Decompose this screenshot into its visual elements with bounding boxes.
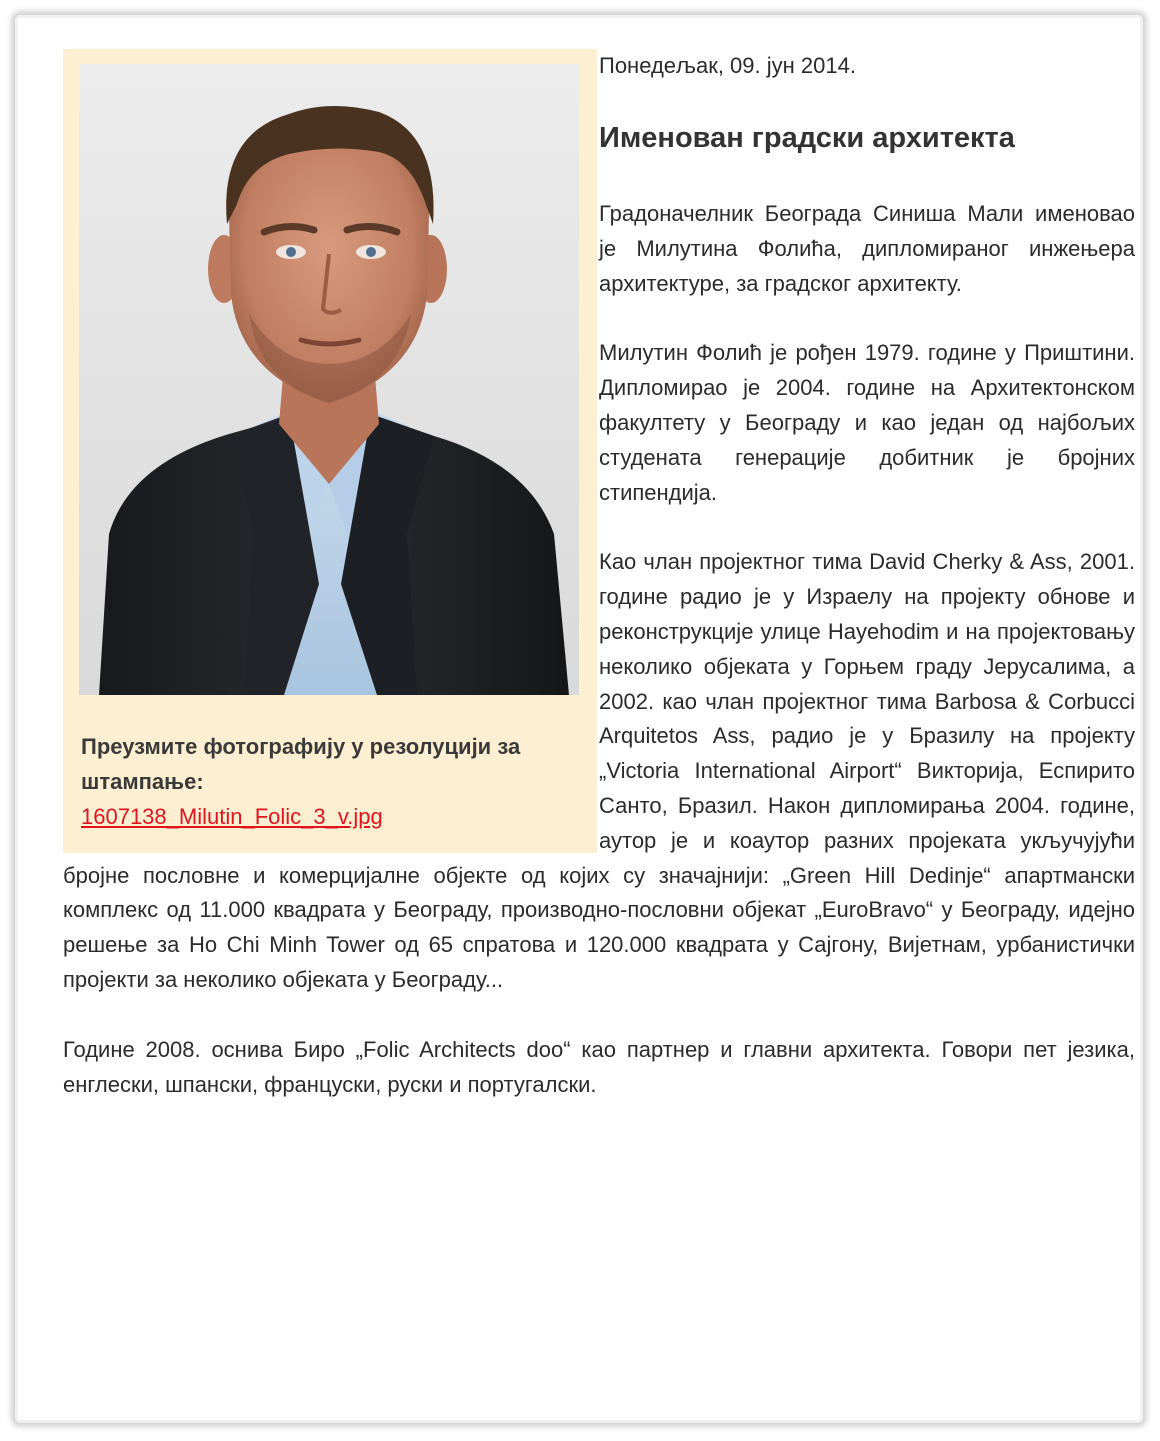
article-title: Именован градски архитекта bbox=[599, 122, 1015, 154]
article-paragraph: Градоначелник Београда Синиша Мали именовао је Милутина Фолића, дипломираног инжењера архитектуре, за градског архитекту. bbox=[599, 201, 1135, 296]
article-paragraph: Године 2008. оснива Биро „Folic Architects doo“ као партнер и главни архитекта. Говори пет језика, енглески, шпански, француски, руски и португалски. bbox=[63, 1036, 1135, 1097]
article-paragraph: Као члан пројектног тима David Cherky & Ass, 2001. године радио је у Израелу на пројекту обнове и реконструкције улице Hayehodim и на пројектовању неколико објеката у Горњем граду Јерусалима, а 2002. као члан пројектног тима Barbosa & Corbucci Arquitetos Ass, радио је у Бразилу на пројекту „Victoria International Airport“ Викторија, Еспирито Санто, Бразил. Након дипломирања 2004. године, аутор је и коаутор разних пројеката укључујући бројне пословне и комерцијалне објекте од којих су значајнији: „Green Hill Dedinje“ апартмански комплекс од 11.000 квадрата у Београду, производно-пословни објекат „EuroBravo“ у Београду, идејно решење за Ho Chi Minh Tower од 65 спратова и 120.000 квадрата у Сајгону, Вијетнам, урбанистички пројекти за неколико објеката у Београду... bbox=[63, 549, 1135, 992]
article-frame bbox=[14, 14, 1144, 1424]
portrait-photo bbox=[79, 64, 579, 695]
photo-box bbox=[63, 49, 597, 853]
download-photo-link[interactable]: 1607138_Milutin_Folic_3_v.jpg bbox=[81, 804, 383, 829]
article-paragraph: Милутин Фолић је рођен 1979. године у Приштини. Дипломирао је 2004. године на Архитектонском факултету у Београду и као један од најбољих студената генерације добитник је бројних стипендија. bbox=[599, 340, 1135, 505]
article-content bbox=[63, 49, 1135, 1137]
article-date: Понедељак, 09. јун 2014. bbox=[599, 53, 856, 78]
download-caption-text: Преузмите фотографију у резолуцији за штампање: bbox=[81, 734, 521, 794]
photo-caption bbox=[81, 729, 571, 834]
